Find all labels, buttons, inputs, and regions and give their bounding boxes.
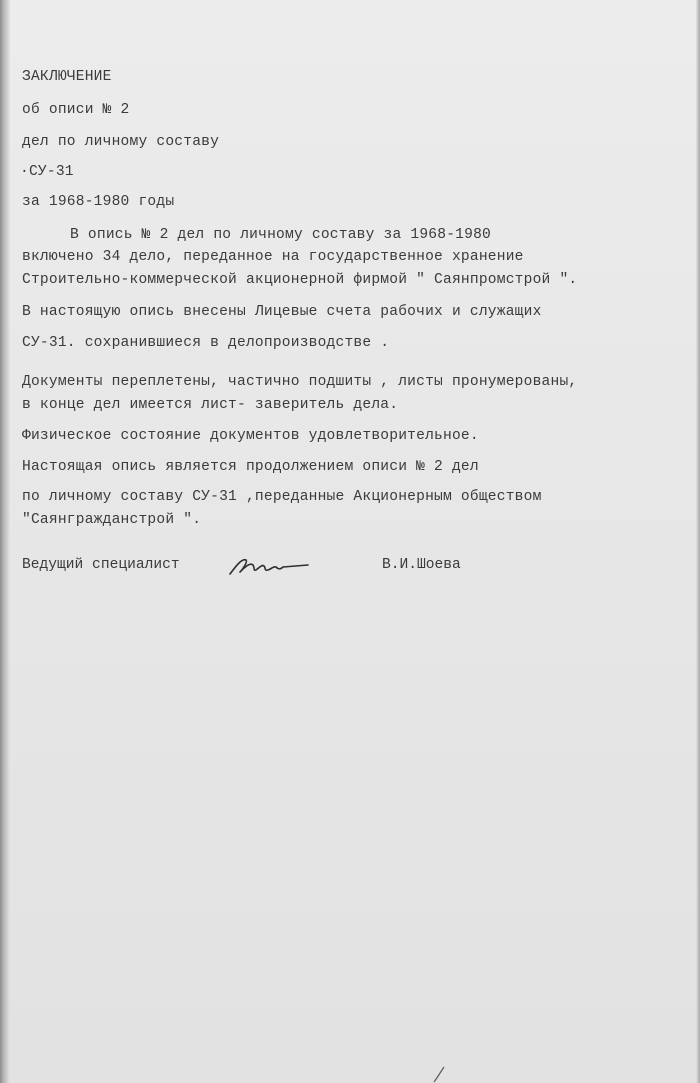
paragraph-line: В настоящую опись внесены Лицевые счета рабочих и служащих [22,304,542,320]
paragraph-line: Физическое состояние документов удовлетворительное. [22,428,479,444]
page-right-shadow [696,0,700,1083]
signatory-name: В.И.Шоева [382,557,461,573]
handwritten-signature [226,552,316,580]
paragraph-line: Настоящая опись является продолжением описи № 2 дел [22,459,479,475]
paper-scratch-mark [432,1066,446,1083]
paragraph-line: СУ-31. сохранившиеся в делопроизводстве . [22,335,390,351]
paragraph-line: по личному составу СУ-31 ,переданные Акционерным обществом [22,489,542,505]
inventory-subject: дел по личному составу [22,134,220,150]
paragraph-line: включено 34 дело, переданное на государственное хранение [22,249,524,265]
page-left-shadow [0,0,10,1083]
paragraph-line: Строительно-коммерческой акционерной фирмой " Саянпромстрой ". [22,272,578,288]
paragraph-line: в конце дел имеется лист- заверитель дела. [22,397,399,413]
date-range: за 1968-1980 годы [22,194,175,210]
organization-name: ·СУ-31 [20,164,74,180]
paragraph-line: "Саянгражданстрой ". [22,512,202,528]
paragraph-line: В опись № 2 дел по личному составу за 1968-1980 [70,227,492,243]
inventory-number: об описи № 2 [22,102,130,118]
document-heading: ЗАКЛЮЧЕНИЕ [22,69,112,85]
paragraph-line: Документы переплетены, частично подшиты , листы пронумерованы, [22,374,578,390]
signature-label: Ведущий специалист [22,557,180,573]
